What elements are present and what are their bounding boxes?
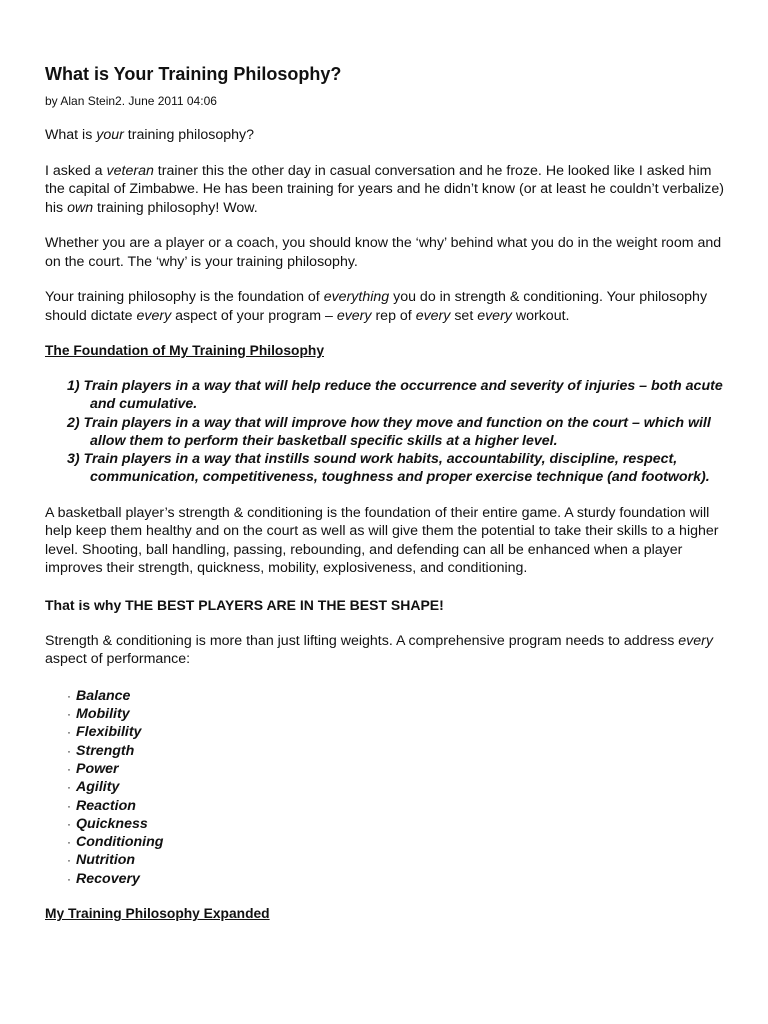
bullet-icon: · — [67, 780, 71, 795]
bullet-icon: · — [67, 798, 71, 813]
foundation-paragraph: Your training philosophy is the foundation of everything you do in strength & conditioning. Your philosophy should dictate every aspect of your program – every rep of every set every workout. — [45, 289, 708, 324]
bullet-icon: · — [67, 853, 71, 868]
best-players-statement: That is why THE BEST PLAYERS ARE IN THE BEST SHAPE! — [45, 596, 444, 613]
bullet-icon: · — [67, 835, 71, 850]
comprehensive-paragraph: Strength & conditioning is more than just lifting weights. A comprehensive program needs to address every aspect of performance: — [45, 632, 713, 668]
why-paragraph: Whether you are a player or a coach, you should know the ‘why’ behind what you do in the weight room and on the court. The ‘why’ is your training philosophy. — [45, 235, 722, 270]
aspect-item: · Flexibility — [67, 724, 142, 741]
aspect-item: · Nutrition — [67, 852, 136, 869]
bullet-icon: · — [67, 871, 71, 886]
principle-item: 1) Train players in a way that will help reduce the occurrence and severity of injuries – both acute and cumulative. — [67, 378, 723, 413]
aspect-item: · Mobility — [67, 706, 130, 723]
bullet-icon: · — [67, 688, 71, 703]
principle-item: 2) Train players in a way that will improve how they move and function on the court – which will allow them to perform their basketball specific skills at a higher level. — [67, 414, 711, 449]
aspect-item: · Conditioning — [67, 834, 164, 851]
aspect-item: · Quickness — [67, 815, 148, 832]
aspects-list — [45, 687, 730, 888]
aspect-item: · Balance — [67, 687, 131, 704]
foundation-heading: The Foundation of My Training Philosophy — [45, 343, 324, 358]
bullet-icon: · — [67, 743, 71, 758]
aspect-item: · Power — [67, 760, 119, 777]
principles-list — [45, 377, 730, 487]
bullet-icon: · — [67, 761, 71, 776]
bullet-icon: · — [67, 816, 71, 831]
bullet-icon: · — [67, 725, 71, 740]
aspect-item: · Strength — [67, 742, 135, 759]
aspect-item: · Reaction — [67, 797, 136, 814]
bullet-icon: · — [67, 707, 71, 722]
basketball-paragraph: A basketball player’s strength & conditioning is the foundation of their entire game. A sturdy foundation will help keep them healthy and on the court as well as will give them the potential to take their skills to a higher level. Shooting, ball handling, passing, rebounding, and defending can all be enhanced when a player improves their strength, quickness, mobility, explosiveness, and conditioning. — [45, 504, 719, 577]
byline: by Alan Stein2. June 2011 04:06 — [45, 94, 217, 108]
principle-item: 3) Train players in a way that instills sound work habits, accountability, discipline, respect, communication, competitiveness, toughness and proper exercise technique (and footwork). — [67, 451, 710, 486]
expanded-heading: My Training Philosophy Expanded — [45, 906, 270, 922]
article-title: What is Your Training Philosophy? — [45, 64, 342, 84]
question-paragraph: What is your training philosophy? — [45, 127, 254, 143]
aspect-item: · Recovery — [67, 870, 140, 887]
article — [45, 62, 730, 923]
anecdote-paragraph: I asked a veteran trainer this the other day in casual conversation and he froze. He looked like I asked him the capital of Zimbabwe. He has been training for years and he didn’t know (or at least he couldn’t verbalize) his own training philosophy! Wow. — [45, 162, 725, 216]
aspect-item: · Agility — [67, 779, 120, 796]
